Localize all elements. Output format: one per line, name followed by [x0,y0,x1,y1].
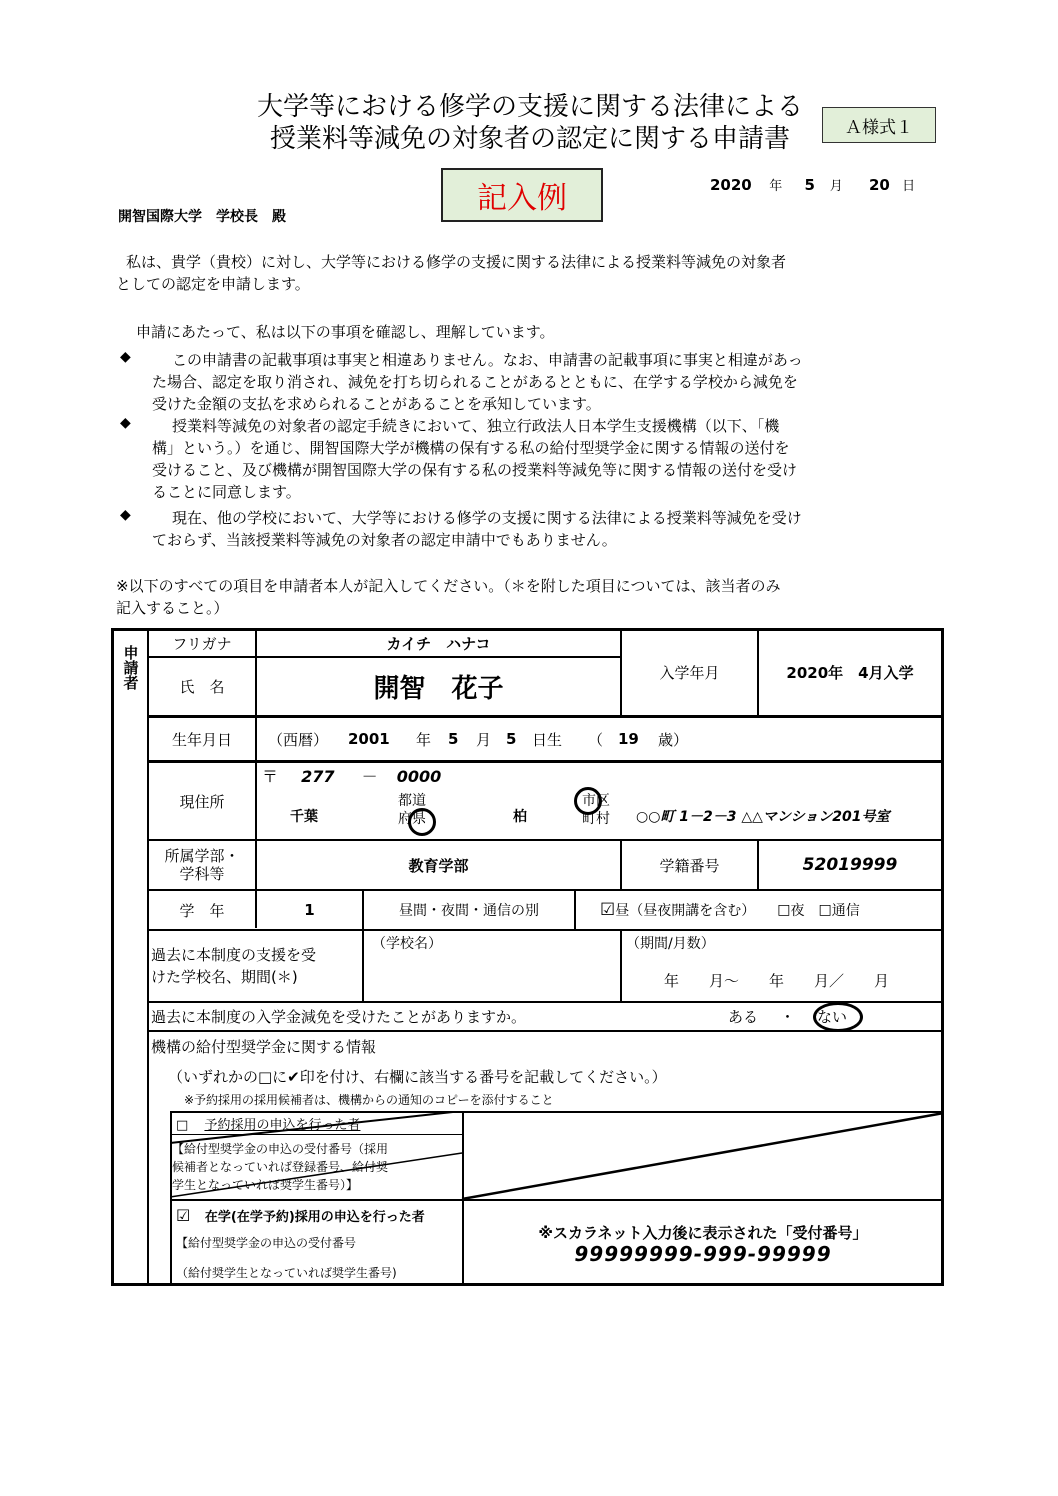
diamond-icon: ◆ [120,507,131,523]
receipt-number-field[interactable]: 99999999-999-99999 [574,1242,832,1266]
enrolled-adoption-desc1: 【給付型奨学金の申込の受付番号 [176,1236,357,1250]
note-line2: 記入すること。） [116,599,229,617]
form-title-line2: 授業料等減免の対象者の認定に関する申請書 [269,124,790,154]
checkbox-enrolled-checked[interactable]: ☑ [176,1206,191,1225]
city-type-selected: 市 [582,793,596,809]
reserve-adoption-option: □ 予約採用の申込を行った者 [176,1118,361,1133]
strikethrough-lines [170,1111,944,1201]
checkbox-reserve[interactable]: □ [176,1118,189,1133]
postal-code-field[interactable]: 〒 277 － 0000 [262,767,442,786]
enrolled-adoption-option: ☑ 在学(在学予約)採用の申込を行った者 [176,1206,425,1225]
scholarship-section-label: 機構の給付型奨学金に関する情報 [151,1038,377,1056]
form-title-line1: 大学等における修学の支援に関する法律による [256,92,803,122]
birth-day: 5 [506,730,517,748]
addressee: 開智国際大学 学校長 殿 [118,209,286,225]
intro-line2: としての認定を申請します。 [116,275,310,293]
diamond-icon: ◆ [120,415,131,431]
example-stamp: 記入例 [441,168,603,222]
faculty-label: 所属学部・ 学科等 [164,847,240,883]
checkbox-night[interactable]: □ [777,902,791,918]
selection-circle [574,787,602,815]
reserve-adoption-desc: 【給付型奨学金の申込の受付番号（採用 候補者となっていれば登録番号、給付奨 学生となっていれば奨学生番号）】 [172,1142,389,1192]
date-day: 20 [868,176,890,194]
prefecture-field[interactable]: 千葉 [290,809,318,825]
student-id-label: 学籍番号 [659,856,720,875]
section-label-applicant: 申請者 [121,645,140,690]
age: 19 [618,730,639,748]
furigana-label: フリガナ [172,634,232,653]
furigana-field[interactable]: カイチ ハナコ [386,634,491,653]
street-address-field[interactable]: ○○町 1－2－3 △△マンション201号室 [636,809,890,825]
selection-circle [813,1002,863,1032]
enrollment-field[interactable]: 2020年 4月入学 [786,664,914,682]
option-no-selected[interactable]: ない [817,1008,848,1026]
checkbox-day[interactable]: ☑ [600,900,616,920]
name-field[interactable]: 開智 花子 [373,674,504,704]
birthdate-label: 生年月日 [171,730,232,749]
past-school-name-field[interactable] [364,955,620,1001]
past-period-field[interactable]: 年 月～ 年 月／ 月 [664,972,890,990]
enrollment-label: 入学年月 [659,664,720,682]
scholarship-note: ※予約採用の採用候補者は、機構からの通知のコピーを添付すること [184,1093,554,1107]
intro-line1: 私は、貴学（貴校）に対し、大学等における修学の支援に関する法律による授業料等減免の対象者 [126,253,787,271]
prefecture-type-selected: 県 [412,811,426,827]
past-period-label: （期間/月数） [626,936,715,952]
receipt-number-note: ※スカラネット入力後に表示された「受付番号」 [538,1224,868,1242]
past-school-name-label: （学校名） [372,936,442,952]
selection-circle [408,808,436,836]
enrolled-adoption-desc2: （給付奨学生となっていれば奨学生番号) [176,1266,397,1280]
student-id-field[interactable]: 52019999 [802,855,898,875]
confirm-lead: 申請にあたって、私は以下の事項を確認し、理解しています。 [136,323,555,341]
address-label: 現住所 [179,792,225,811]
date-month: 5 [804,176,815,194]
past-support-label: 過去に本制度の支援を受 けた学校名、期間(＊) [151,946,317,986]
course-type-label: 昼間・夜間・通信の別 [399,903,539,919]
application-date: 2020 年 5 月 20 日 [710,176,916,194]
option-yes[interactable]: ある [728,1008,759,1026]
note-line1: ※以下のすべての項目を申請者本人が記入してください。（＊を附した項目については、該当者のみ [116,577,781,595]
name-label: 氏 名 [179,678,225,696]
admission-waiver-options: ある ・ ない [728,1008,848,1026]
grade-label: 学 年 [179,901,225,920]
diamond-icon: ◆ [120,349,131,365]
city-type-options: 市区 町村 [582,793,610,827]
form-id-badge: Ａ様式１ [822,107,936,143]
birth-year: 2001 [348,730,390,748]
course-type-options: ☑ 昼（昼夜開講を含む） □ 夜 □ 通信 [600,900,860,920]
birthdate-field[interactable]: （西暦） 2001 年 5 月 5 日生 （ 19 歳） [268,730,689,749]
birth-month: 5 [448,730,459,748]
date-year: 2020 [710,176,752,194]
checkbox-correspondence[interactable]: □ [818,902,832,918]
faculty-field[interactable]: 教育学部 [408,856,469,875]
city-field[interactable]: 柏 [513,809,527,825]
admission-waiver-label: 過去に本制度の入学金減免を受けたことがありますか。 [151,1008,527,1026]
scholarship-instruction: （いずれかの□に✔印を付け、右欄に該当する番号を記載してください。） [168,1068,667,1086]
grade-field[interactable]: 1 [304,901,315,919]
prefecture-type-options: 都道 府県 [398,793,426,827]
